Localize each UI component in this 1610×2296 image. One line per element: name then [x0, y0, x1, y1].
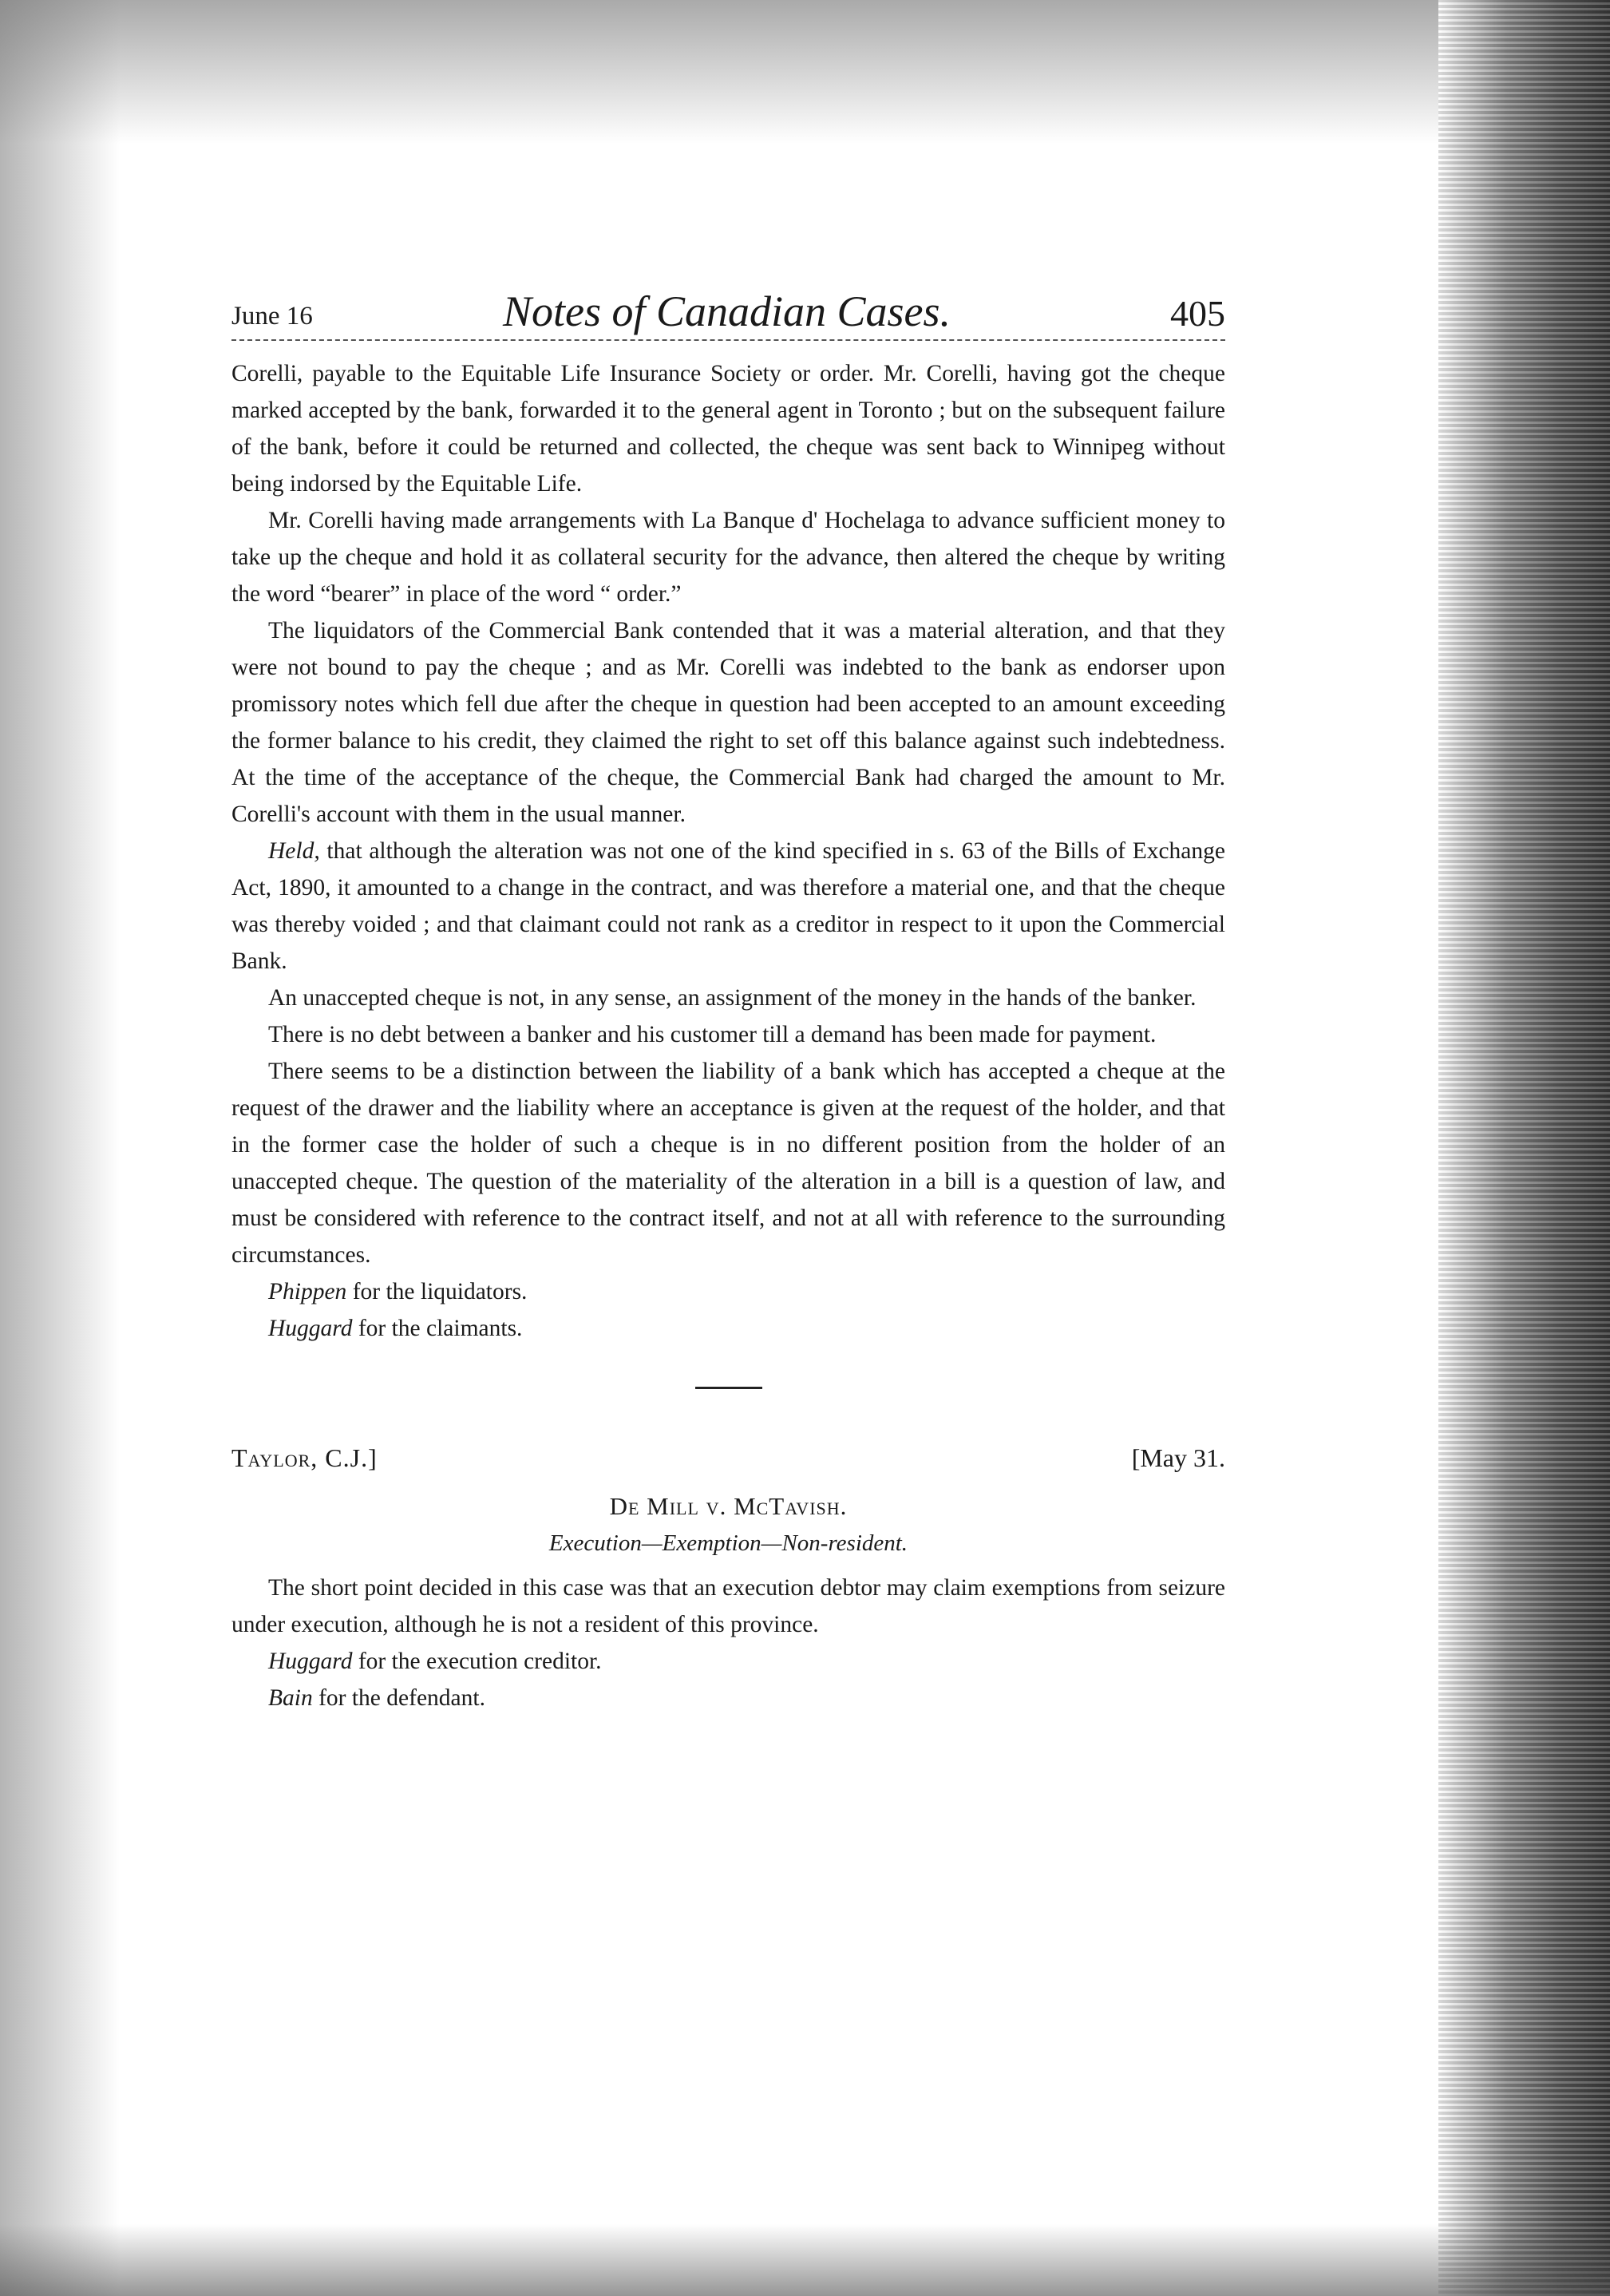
counsel-line [231, 1643, 1225, 1680]
scan-shadow-top [0, 0, 1610, 144]
paragraph: The short point decided in this case was that an execution debtor may claim exemptions from seizure under execution, although he is not a resident of this province. [231, 1575, 1225, 1637]
held-label: Held, [268, 838, 320, 864]
counsel-name: Huggard [268, 1649, 353, 1674]
held-paragraph [231, 833, 1225, 980]
counsel-name: Bain [268, 1685, 313, 1711]
counsel-role: for the liquidators. [346, 1279, 528, 1304]
page-content [231, 283, 1225, 1716]
counsel-role: for the execution creditor. [352, 1649, 602, 1674]
scan-shadow-left [0, 0, 120, 2296]
paragraph: There seems to be a distinction between the liability of a bank which has accepted a cheque at the request of the drawer and the liability where an acceptance is given at the request of the holder, and that in the former case the holder of such a cheque is in no different position from the holder of an unaccepted cheque. The question of the materiality of the alteration in a bill is a question of law, and must be considered with reference to the contract itself, and not at all with reference to the surrounding circumstances. [231, 1059, 1225, 1268]
running-head [231, 283, 1225, 341]
counsel-line [231, 1273, 1225, 1310]
case-name: De Mill v. McTavish. [609, 1492, 848, 1520]
case-date: [May 31. [1131, 1443, 1225, 1472]
counsel-name: Phippen [268, 1279, 347, 1304]
paragraph: An unaccepted cheque is not, in any sense, an assignment of the money in the hands of the banker. [268, 985, 1197, 1011]
section-divider [695, 1387, 762, 1389]
held-text: that although the alteration was not one of the kind specified in s. 63 of the Bills of Exchange Act, 1890, it amounted to a change in the contract, and was therefore a material one, and that the cheque was thereby voided ; and that claimant could not rank as a creditor in respect to it upon the Commercial Bank. [231, 838, 1225, 974]
counsel-line [231, 1310, 1225, 1347]
counsel-name: Huggard [268, 1316, 353, 1341]
running-head-date: June 16 [231, 302, 313, 331]
counsel-role: for the claimants. [352, 1316, 523, 1341]
case-header [231, 1443, 1225, 1480]
paragraph: Corelli, payable to the Equitable Life Insurance Society or order. Mr. Corelli, having got the cheque marked accepted by the bank, forwarded it to the general agent in Toronto ; but on the subsequent failure of the bank, before it could be returned and collected, the cheque was sent back to Winnipeg without being indorsed by the Equitable Life. [231, 361, 1225, 497]
counsel-role: for the defendant. [312, 1685, 485, 1711]
scan-shadow-bottom [0, 2224, 1610, 2296]
page-number: 405 [1170, 293, 1225, 334]
case-subject: Execution—Exemption—Non-resident. [548, 1530, 908, 1556]
paragraph: There is no debt between a banker and his customer till a demand has been made for payment. [268, 1022, 1157, 1047]
book-binding-edge [1438, 0, 1610, 2296]
paragraph: Mr. Corelli having made arrangements with La Banque d' Hochelaga to advance sufficient money to take up the cheque and hold it as collateral security for the advance, then altered the cheque by writing the word “bearer” in place of the word “ order.” [231, 508, 1225, 607]
counsel-line [231, 1680, 1225, 1716]
running-head-title: Notes of Canadian Cases. [503, 287, 951, 335]
case-judge: Taylor, C.J.] [231, 1443, 378, 1472]
paragraph: The liquidators of the Commercial Bank contended that it was a material alteration, and that they were not bound to pay the cheque ; and as Mr. Corelli was indebted to the bank as endorser upon promissory notes which fell due after the cheque in question had been accepted to an amount exceeding the former balance to his credit, they claimed the right to set off this balance against such indebtedness. At the time of the acceptance of the cheque, the Commercial Bank had charged the amount to Mr. Corelli's account with them in the usual manner. [231, 618, 1225, 827]
